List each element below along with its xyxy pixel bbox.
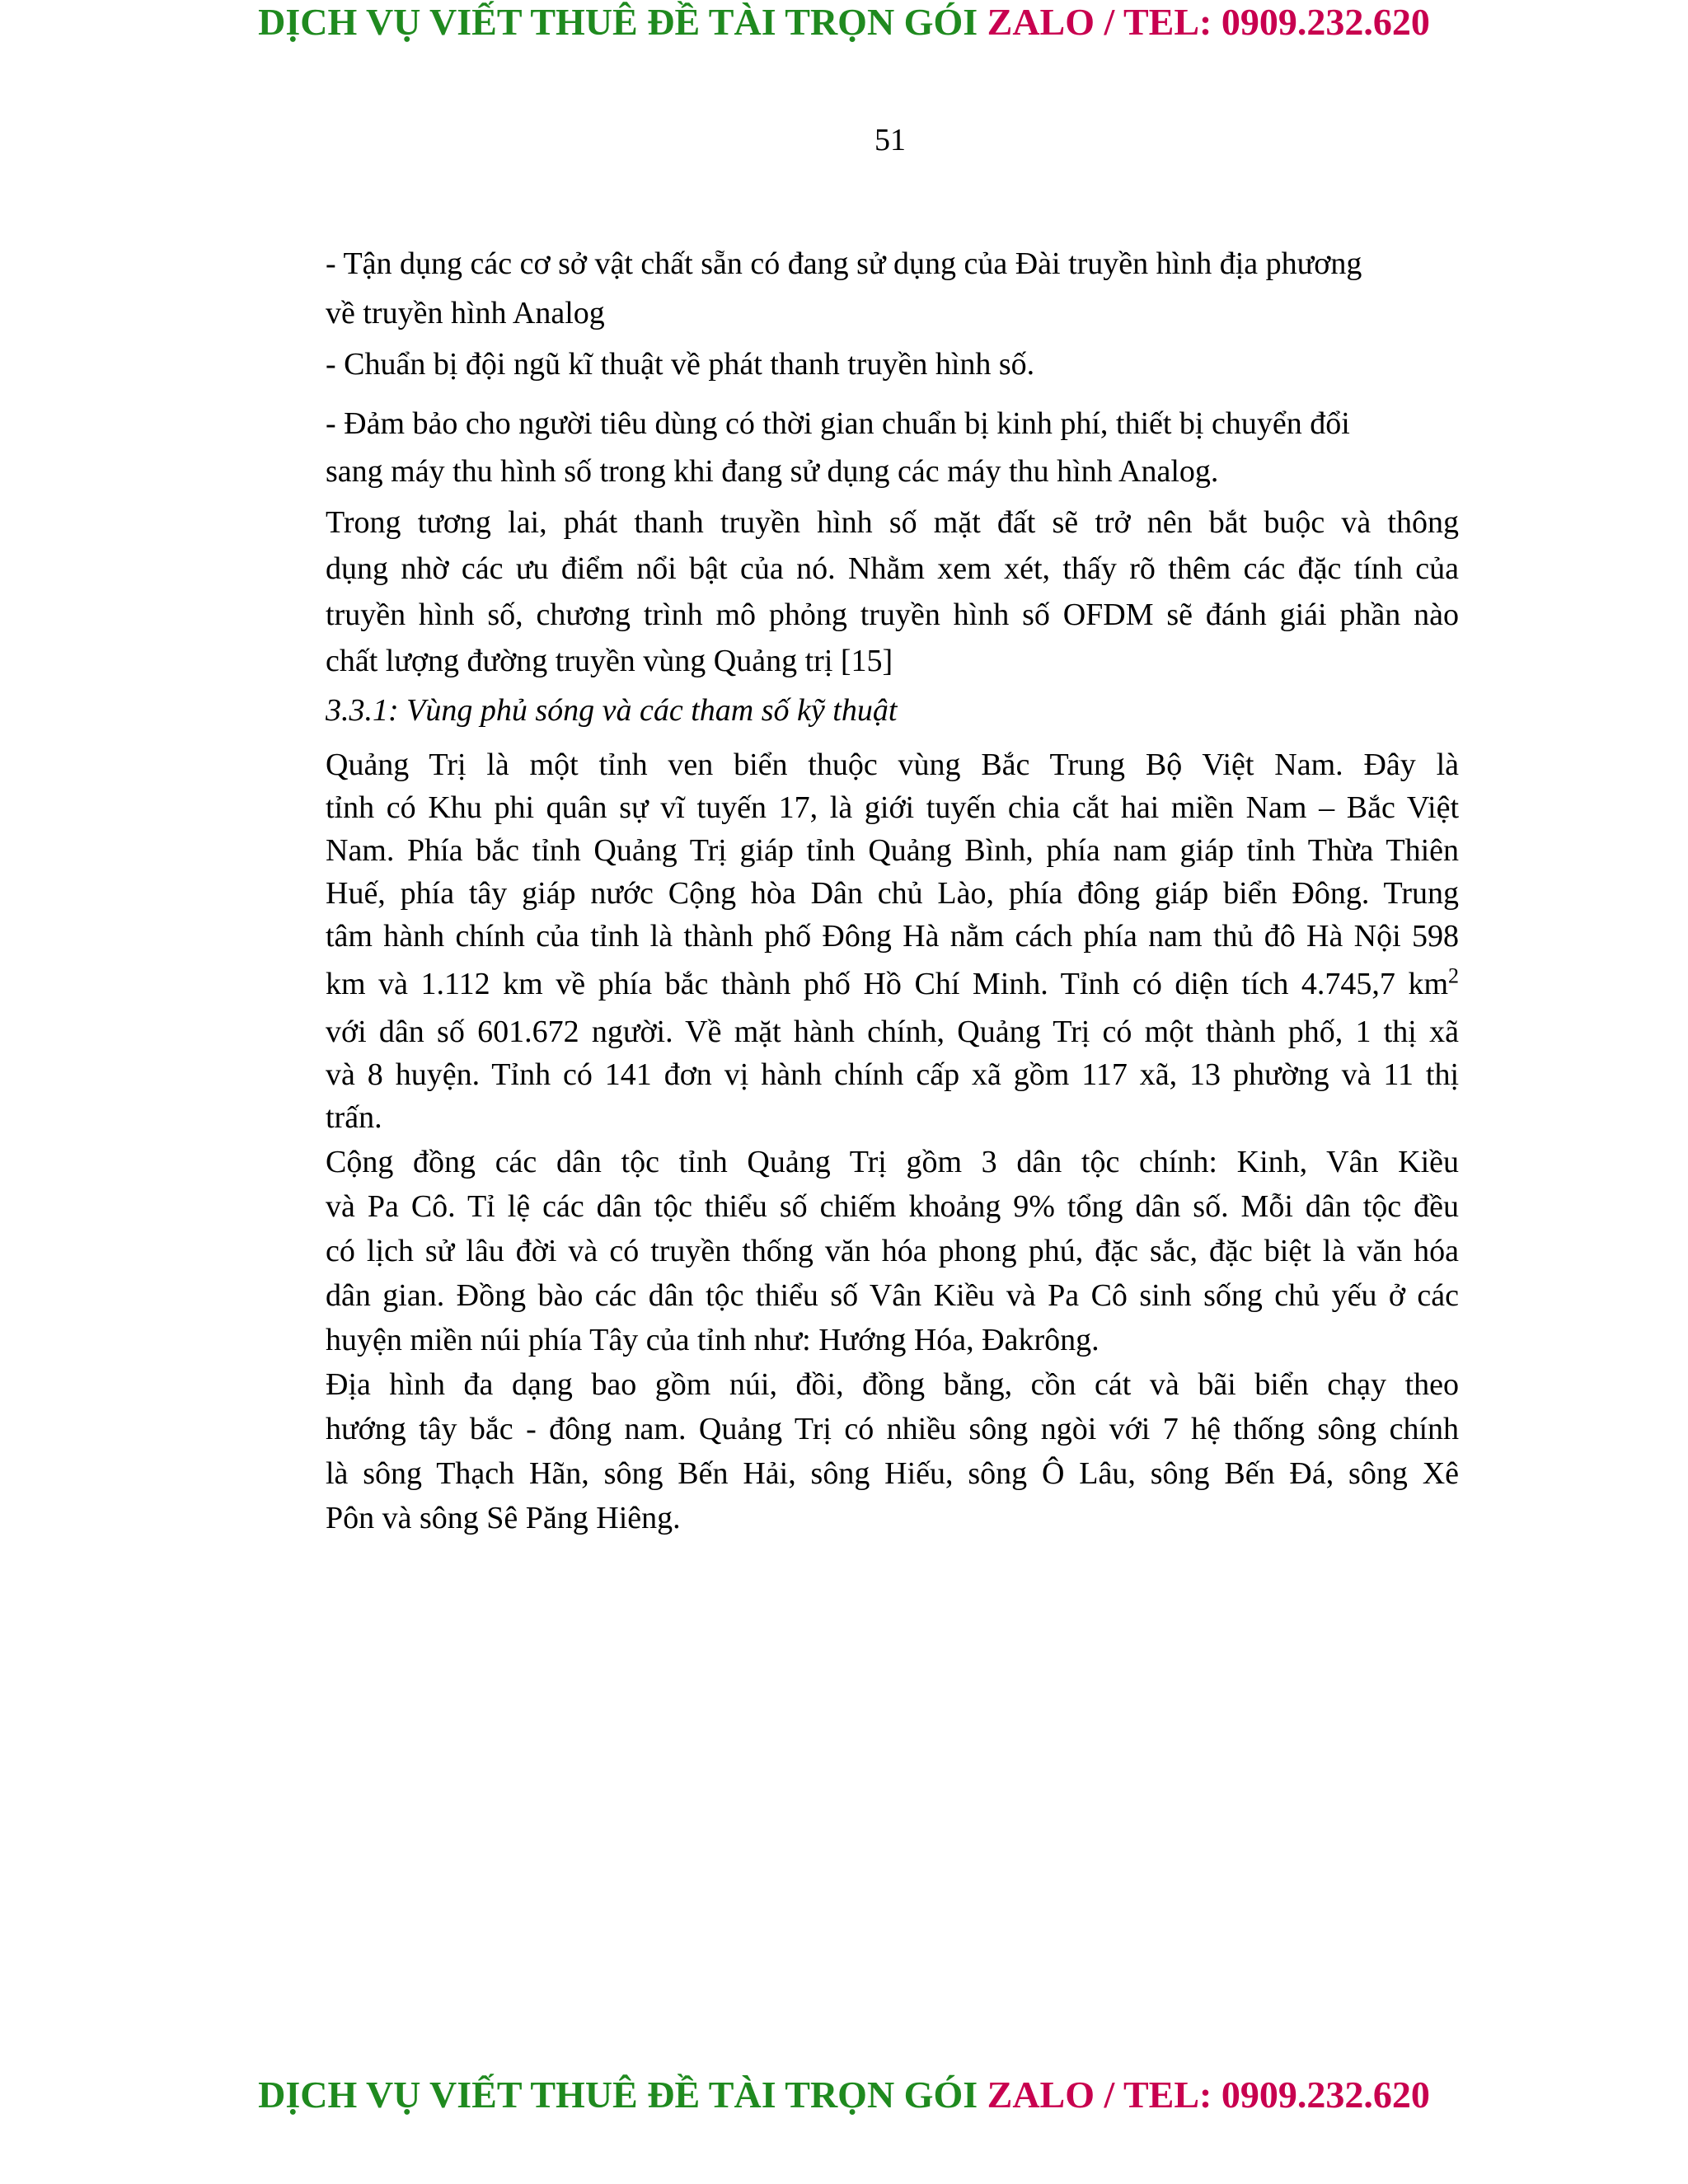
paragraph-location xyxy=(326,743,1459,1141)
paragraph-line: với dân số 601.672 người. Về mặt hành chính, Quảng Trị có một thành phố, 1 thị xã xyxy=(326,1015,1459,1049)
paragraph-line: Nam. Phía bắc tỉnh Quảng Trị giáp tỉnh Quảng Bình, phía nam giáp tỉnh Thừa Thiên xyxy=(326,833,1459,868)
paragraph-line: tâm hành chính của tỉnh là thành phố Đông Hà nằm cách phía nam thủ đô Hà Nội 598 xyxy=(326,919,1459,954)
paragraph-line: huyện miền núi phía Tây của tỉnh như: Hướng Hóa, Đakrông. xyxy=(326,1323,1100,1357)
header-banner-contact-text: ZALO / TEL: 0909.232.620 xyxy=(978,1,1430,43)
paragraph-line: là sông Thạch Hãn, sông Bến Hải, sông Hiếu, sông Ô Lâu, sông Bến Đá, sông Xê xyxy=(326,1456,1459,1491)
bullet-item xyxy=(326,341,1459,401)
page-number: 51 xyxy=(874,123,906,157)
paragraph-line: và Pa Cô. Tỉ lệ các dân tộc thiểu số chiếm khoảng 9% tổng dân số. Mỗi dân tộc đều xyxy=(326,1189,1459,1224)
paragraph-line: hướng tây bắc - đông nam. Quảng Trị có nhiều sông ngòi với 7 hệ thống sông chính xyxy=(326,1412,1459,1446)
document-body xyxy=(326,241,1459,1541)
paragraph-line: và 8 huyện. Tỉnh có 141 đơn vị hành chính cấp xã gồm 117 xã, 13 phường và 11 thị xyxy=(326,1057,1459,1092)
footer-banner xyxy=(0,2073,1688,2116)
paragraph-line: có lịch sử lâu đời và có truyền thống văn hóa phong phú, đặc sắc, đặc biệt là văn hóa xyxy=(326,1234,1459,1268)
header-banner xyxy=(0,0,1688,44)
paragraph-line: truyền hình số, chương trình mô phỏng truyền hình số OFDM sẽ đánh giái phần nào xyxy=(326,598,1459,632)
header-banner-service-text: DỊCH VỤ VIẾT THUÊ ĐỀ TÀI TRỌN GÓI xyxy=(258,1,978,43)
paragraph-terrain xyxy=(326,1363,1459,1541)
area-unit-superscript: 2 xyxy=(1448,963,1459,988)
paragraph-ethnic-groups xyxy=(326,1141,1459,1363)
paragraph-line: Địa hình đa dạng bao gồm núi, đồi, đồng bằng, cồn cát và bãi biển chạy theo xyxy=(326,1367,1459,1402)
bullet-line: - Chuẩn bị đội ngũ kĩ thuật về phát thanh truyền hình số. xyxy=(326,347,1035,382)
footer-banner-contact-text: ZALO / TEL: 0909.232.620 xyxy=(978,2074,1430,2116)
bullet-list xyxy=(326,241,1459,499)
paragraph-line: tỉnh có Khu phi quân sự vĩ tuyến 17, là giới tuyến chia cắt hai miền Nam – Bắc Việt xyxy=(326,790,1459,825)
bullet-item xyxy=(326,401,1459,499)
paragraph-line: Huế, phía tây giáp nước Cộng hòa Dân chủ Lào, phía đông giáp biển Đông. Trung xyxy=(326,876,1459,911)
bullet-line: về truyền hình Analog xyxy=(326,296,605,330)
area-text: km và 1.112 km về phía bắc thành phố Hồ Chí Minh. Tỉnh có diện tích 4.745,7 km xyxy=(326,967,1448,1001)
paragraph-line: trấn. xyxy=(326,1100,382,1135)
paragraph-line: dân gian. Đồng bào các dân tộc thiểu số Vân Kiều và Pa Cô sinh sống chủ yếu ở các xyxy=(326,1278,1459,1313)
paragraph-line-area xyxy=(326,963,1459,1010)
bullet-line: - Tận dụng các cơ sở vật chất sẵn có đang sử dụng của Đài truyền hình địa phương xyxy=(326,246,1362,281)
bullet-line: - Đảm bảo cho người tiêu dùng có thời gian chuẩn bị kinh phí, thiết bị chuyển đổi xyxy=(326,406,1350,441)
intro-paragraph xyxy=(326,499,1459,687)
paragraph-line: dụng nhờ các ưu điểm nổi bật của nó. Nhằm xem xét, thấy rõ thêm các đặc tính của xyxy=(326,551,1459,586)
paragraph-line: Quảng Trị là một tỉnh ven biển thuộc vùng Bắc Trung Bộ Việt Nam. Đây là xyxy=(326,748,1459,782)
bullet-item xyxy=(326,241,1459,341)
paragraph-line: Trong tương lai, phát thanh truyền hình số mặt đất sẽ trở nên bắt buộc và thông xyxy=(326,505,1459,540)
paragraph-line: Cộng đồng các dân tộc tỉnh Quảng Trị gồm 3 dân tộc chính: Kinh, Vân Kiều xyxy=(326,1145,1459,1179)
paragraph-line: Pôn và sông Sê Păng Hiêng. xyxy=(326,1501,681,1535)
section-heading: 3.3.1: Vùng phủ sóng và các tham số kỹ thuật xyxy=(326,693,898,728)
bullet-line: sang máy thu hình số trong khi đang sử dụng các máy thu hình Analog. xyxy=(326,454,1219,489)
footer-banner-service-text: DỊCH VỤ VIẾT THUÊ ĐỀ TÀI TRỌN GÓI xyxy=(258,2074,978,2116)
paragraph-line: chất lượng đường truyền vùng Quảng trị [15] xyxy=(326,644,893,678)
